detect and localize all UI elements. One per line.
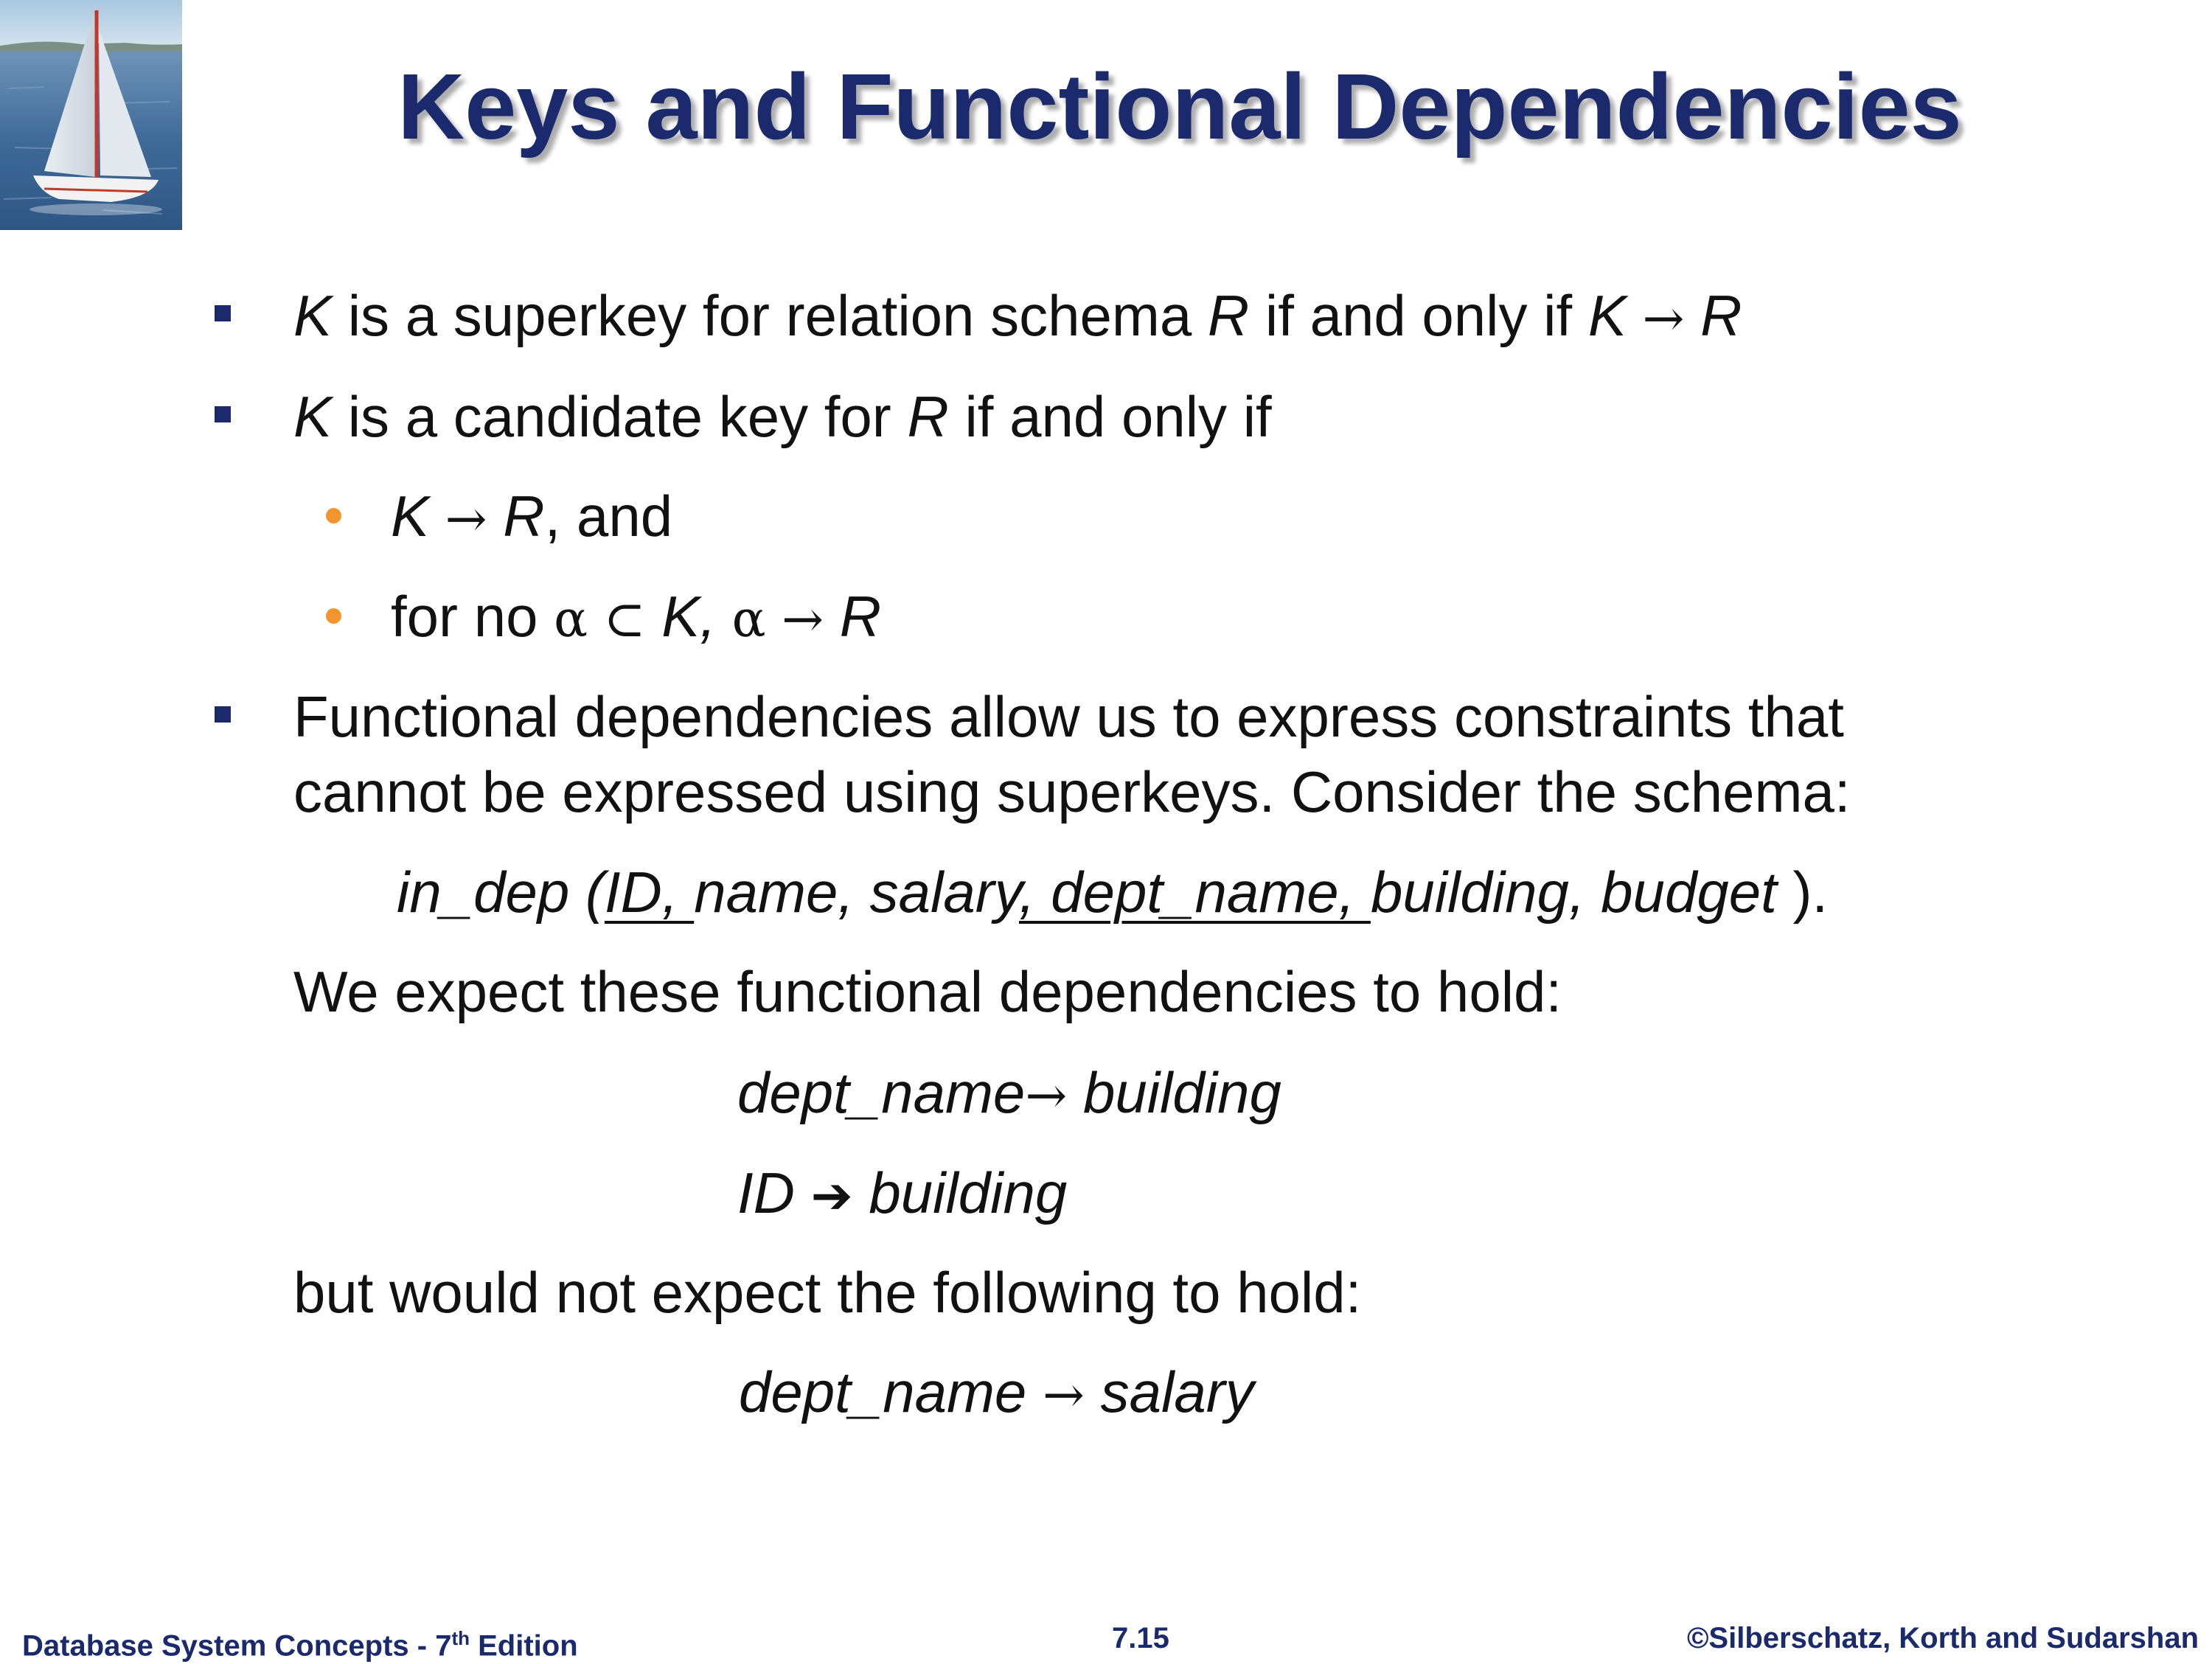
sub-bullet-k-determines-r xyxy=(391,479,672,557)
fd-rhs: salary xyxy=(1084,1360,1254,1424)
arrow-symbol: → xyxy=(1042,1366,1085,1424)
bold-arrow-symbol: ➔ xyxy=(810,1167,853,1225)
text: if and only if xyxy=(1249,283,1588,348)
fd-lhs: dept_name xyxy=(739,1360,1043,1424)
schema-definition xyxy=(397,855,1828,929)
schema-name: in_dep ( xyxy=(397,860,605,925)
fd-dept-name-salary xyxy=(739,1355,1254,1432)
sub-bullet-marker xyxy=(326,508,341,523)
subset-symbol: ⊂ xyxy=(588,591,662,649)
bullet-marker xyxy=(215,706,231,723)
sailboat-logo-image xyxy=(0,0,182,230)
arrow-symbol: → xyxy=(765,591,840,649)
schema-attr-dept-name: , dept_name, xyxy=(1018,860,1371,925)
var-k: K xyxy=(293,283,333,348)
var-r: R xyxy=(907,384,949,449)
arrow-symbol: → xyxy=(429,490,504,549)
fd-rhs: building xyxy=(852,1160,1068,1225)
bullet-functional-dependencies-line2: cannot be expressed using superkeys. Consider the schema: xyxy=(293,759,1851,824)
slide-title: Keys and Functional Dependencies xyxy=(397,55,1962,159)
schema-attrs: name, salary xyxy=(694,860,1019,925)
text: , and xyxy=(544,484,673,549)
footer-book-title xyxy=(22,1620,578,1664)
text: is a superkey for relation schema xyxy=(332,283,1208,348)
var-k: K xyxy=(293,384,333,449)
text: if and only if xyxy=(948,384,1272,449)
var-r: R xyxy=(1700,283,1742,348)
sub-bullet-minimality xyxy=(391,579,881,657)
arrow-symbol: → xyxy=(1025,1067,1068,1125)
var-r: R xyxy=(839,584,882,649)
text: for no xyxy=(391,584,554,649)
footer-slide-number: 7.15 xyxy=(1112,1622,1169,1654)
footer-copyright: ©Silberschatz, Korth and Sudarshan xyxy=(1686,1622,2199,1654)
bullet-candidate-key xyxy=(293,380,1272,453)
bullet-marker xyxy=(215,305,231,321)
footer-text: Database System Concepts - 7 xyxy=(22,1629,452,1663)
var-k: K, xyxy=(661,584,716,649)
arrow-symbol: → xyxy=(1626,290,1701,348)
not-expect-text: but would not expect the following to hold: xyxy=(293,1260,1362,1325)
fd-dept-name-building xyxy=(737,1056,1281,1133)
expect-text: We expect these functional dependencies to hold: xyxy=(293,959,1562,1024)
alpha-symbol: α xyxy=(554,591,588,649)
text: is a candidate key for xyxy=(332,384,908,449)
sub-bullet-marker xyxy=(326,608,341,624)
schema-attr-id: ID, xyxy=(604,860,695,925)
schema-attrs: building, budget xyxy=(1370,860,1793,925)
var-k: K xyxy=(391,484,430,549)
fd-lhs: ID xyxy=(737,1160,811,1225)
footer-text: Edition xyxy=(470,1629,578,1663)
footer-superscript: th xyxy=(451,1627,470,1649)
var-r: R xyxy=(503,484,545,549)
alpha-symbol: α xyxy=(715,591,766,649)
bullet-functional-dependencies-line1: Functional dependencies allow us to express constraints that xyxy=(293,684,1844,749)
bullet-superkey xyxy=(293,279,1742,356)
fd-lhs: dept_name xyxy=(737,1060,1026,1125)
var-r: R xyxy=(1207,283,1250,348)
fd-rhs: building xyxy=(1067,1060,1281,1125)
fd-id-building xyxy=(737,1156,1067,1233)
bullet-marker xyxy=(215,406,231,422)
schema-close: ). xyxy=(1792,860,1829,925)
var-k: K xyxy=(1587,283,1627,348)
